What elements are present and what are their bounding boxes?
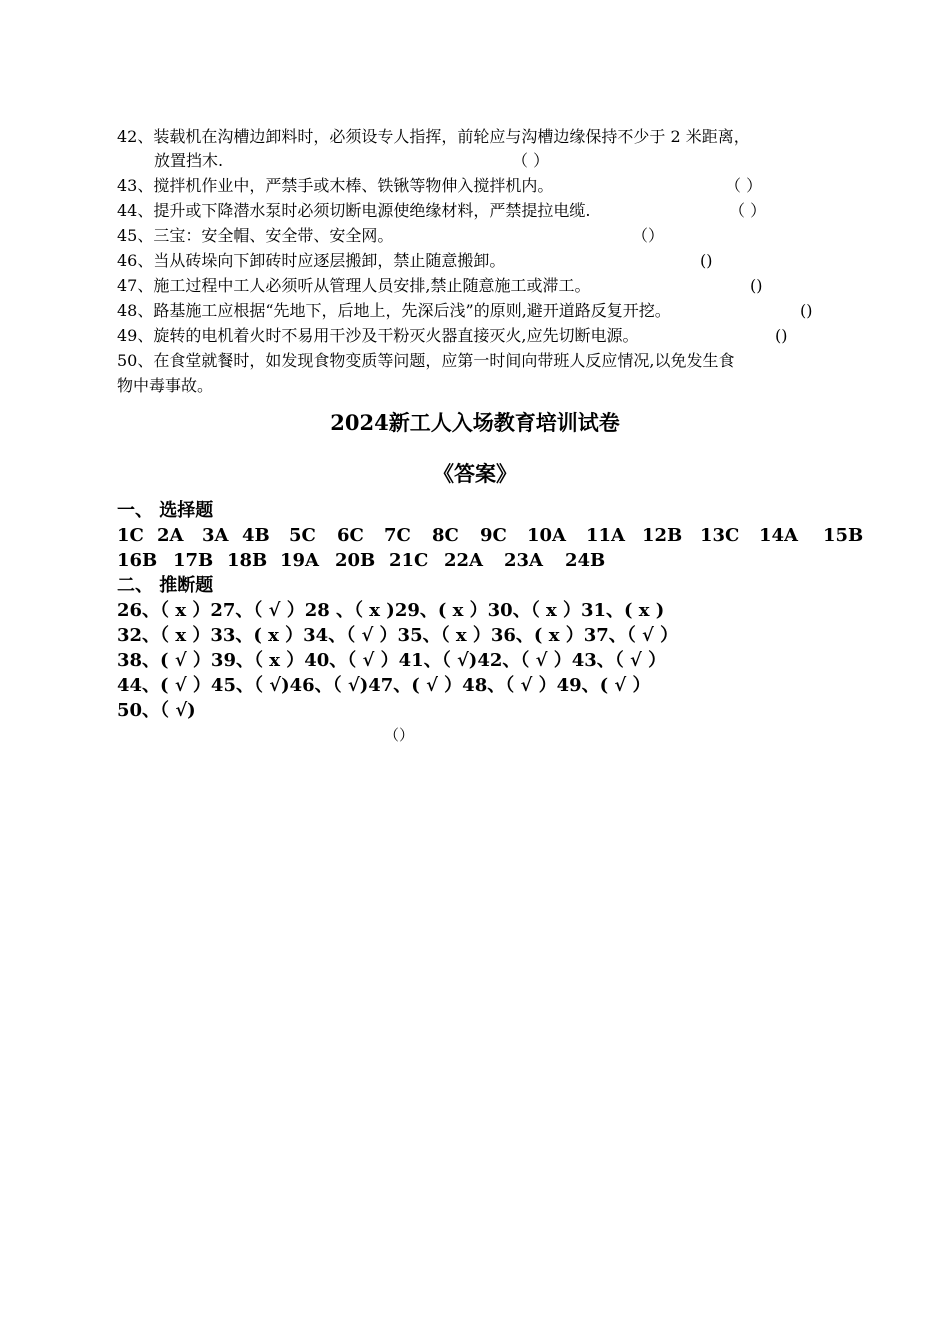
choice-answer: 23A xyxy=(504,550,544,571)
question-50 xyxy=(117,349,734,373)
question-46-text: 46、当从砖垛向下卸砖时应逐层搬卸，禁止随意搬卸。 xyxy=(117,251,506,270)
question-43 xyxy=(117,174,763,198)
question-42-line2: 放置挡木. xyxy=(154,151,224,170)
question-47-text: 47、施工过程中工人必须听从管理人员安排,禁止随意施工或滞工。 xyxy=(117,276,591,295)
choice-answer: 7C xyxy=(384,525,411,546)
stray-paren: （） xyxy=(384,726,415,744)
choice-answer: 20B xyxy=(335,550,376,571)
choice-answer: 14A xyxy=(759,525,799,546)
answer-paren: （ ） xyxy=(725,176,763,195)
choice-answer: 17B xyxy=(173,550,214,571)
choice-answers-row-2 xyxy=(117,548,617,573)
choice-answer: 15B xyxy=(823,525,864,546)
answer-title: 2024新工人入场教育培训试卷 xyxy=(330,410,620,435)
question-48 xyxy=(117,299,813,323)
question-42-line1: 42、装载机在沟槽边卸料时，必须设专人指挥，前轮应与沟槽边缘保持不少于 2 米距离， xyxy=(117,127,750,146)
answer-paren: () xyxy=(700,251,713,270)
choice-answer: 16B xyxy=(117,550,158,571)
question-42-continued xyxy=(154,149,550,173)
answer-paren: () xyxy=(800,301,813,320)
question-45 xyxy=(117,224,665,248)
answer-paren: () xyxy=(750,276,763,295)
choice-answer: 19A xyxy=(280,550,320,571)
choice-answer: 2A xyxy=(157,525,184,546)
choice-answer: 11A xyxy=(586,525,626,546)
question-49-text: 49、旋转的电机着火时不易用干沙及干粉灭火器直接灭火,应先切断电源。 xyxy=(117,326,639,345)
question-43-text: 43、搅拌机作业中，严禁手或木棒、铁锹等物伸入搅拌机内。 xyxy=(117,176,554,195)
answer-subtitle: 《答案》 xyxy=(433,461,517,486)
answer-paren: () xyxy=(775,326,788,345)
question-50-line1: 50、在食堂就餐时，如发现食物变质等问题，应第一时间向带班人反应情况,以免发生食 xyxy=(117,351,735,370)
question-44 xyxy=(117,199,767,223)
judge-answers-row-4: 44、( √ ）45、（ √)46、（ √)47、( √ ）48、（ √ ）49、( √ ） xyxy=(117,675,651,696)
choice-answer: 1C xyxy=(117,525,144,546)
choice-answer: 22A xyxy=(444,550,484,571)
question-48-text: 48、路基施工应根据“先地下，后地上，先深后浅”的原则,避开道路反复开挖。 xyxy=(117,301,671,320)
judge-answers-row-5: 50、（ √) xyxy=(117,700,196,721)
judge-answers-row-1: 26、（ x ）27、（ √ ）28 、（ x )29、( x ）30、（ x ）31、( x ) xyxy=(117,600,665,621)
choice-answer: 3A xyxy=(202,525,229,546)
question-45-text: 45、三宝：安全帽、安全带、安全网。 xyxy=(117,226,394,245)
choice-answer: 5C xyxy=(289,525,316,546)
question-47 xyxy=(117,274,763,298)
choice-answer: 6C xyxy=(337,525,364,546)
question-50-continued xyxy=(117,374,213,398)
answer-paren: （ ） xyxy=(729,201,767,220)
section-choice-heading: 一、 选择题 xyxy=(117,500,214,521)
question-49 xyxy=(117,324,788,348)
answer-paren: （） xyxy=(632,226,665,245)
choice-answer: 13C xyxy=(700,525,740,546)
question-44-text: 44、提升或下降潜水泵时必须切断电源使绝缘材料，严禁提拉电缆. xyxy=(117,201,591,220)
judge-answers-row-2: 32、（ x ）33、( x ）34、（ √ ）35、（ x ）36、( x ）37、（ √ ） xyxy=(117,625,679,646)
choice-answer: 10A xyxy=(527,525,567,546)
choice-answer: 21C xyxy=(389,550,429,571)
question-42 xyxy=(117,125,750,149)
choice-answers-row-1 xyxy=(117,523,864,548)
section-judge-heading: 二、 推断题 xyxy=(117,575,214,596)
question-46 xyxy=(117,249,713,273)
choice-answer: 4B xyxy=(242,525,270,546)
answer-paren: （ ） xyxy=(512,151,550,170)
choice-answer: 12B xyxy=(642,525,683,546)
choice-answer: 18B xyxy=(227,550,268,571)
choice-answer: 9C xyxy=(480,525,507,546)
choice-answer: 24B xyxy=(565,550,606,571)
judge-answers-row-3: 38、( √ ）39、（ x ）40、（ √ ）41、（ √)42、（ √ ）43、（ √ ） xyxy=(117,650,667,671)
choice-answer: 8C xyxy=(432,525,459,546)
question-50-line2: 物中毒事故。 xyxy=(117,376,214,395)
